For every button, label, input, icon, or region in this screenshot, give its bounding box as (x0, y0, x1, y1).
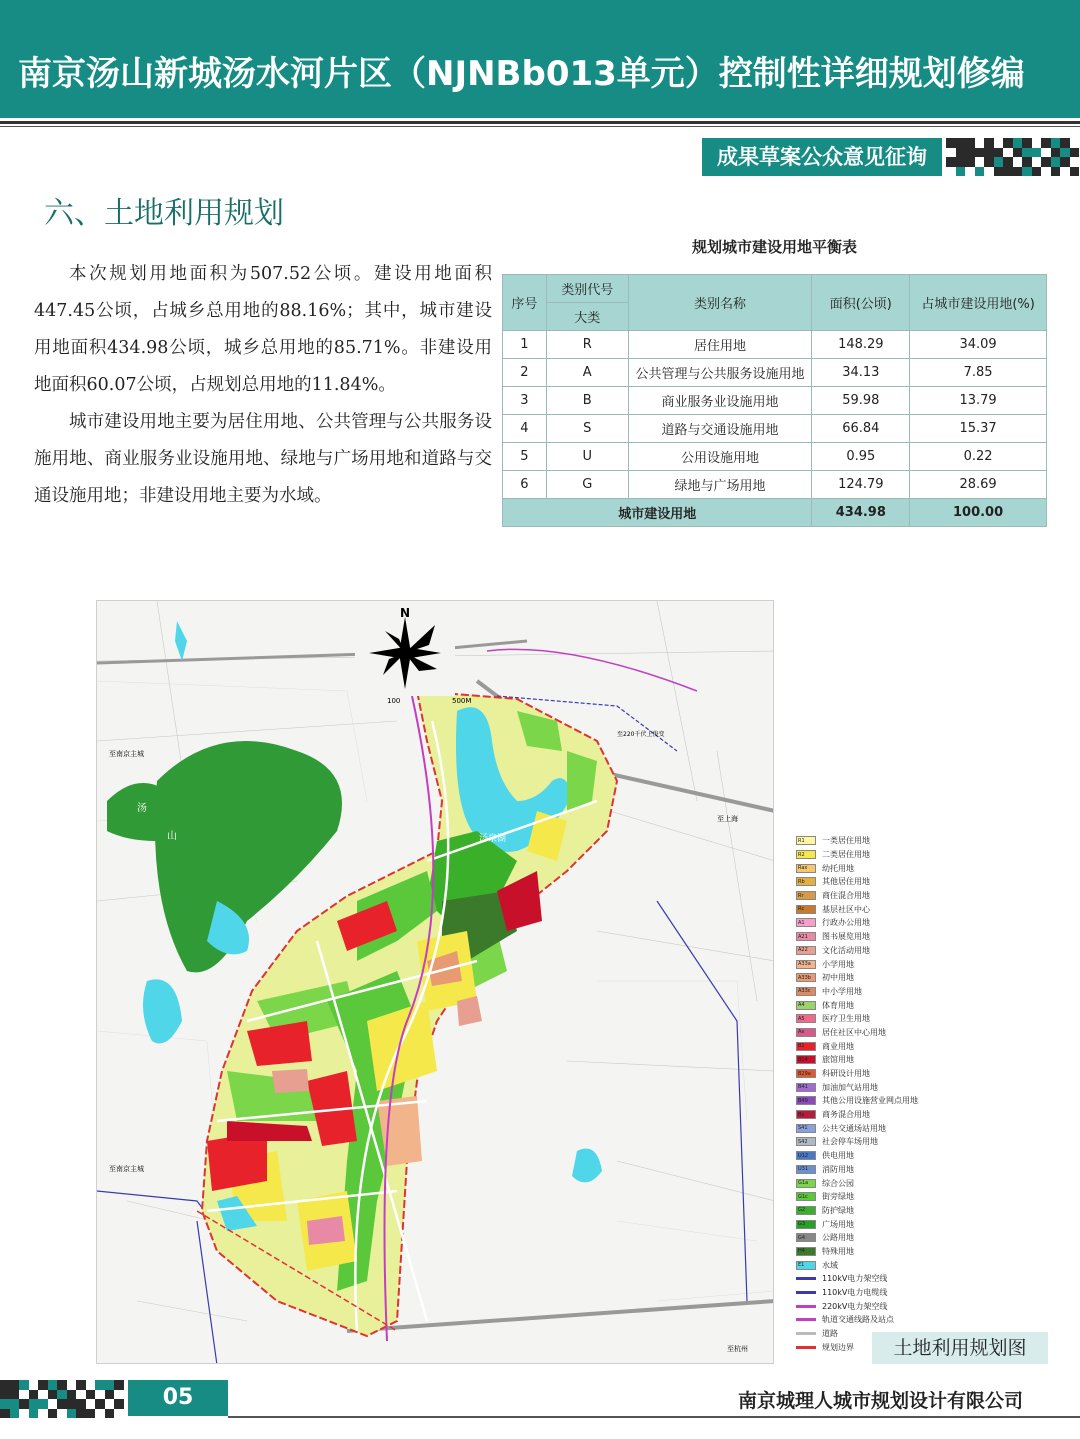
pattern-cell (1022, 157, 1032, 167)
legend-item (796, 1094, 1076, 1108)
pattern-cell (67, 1409, 77, 1419)
legend-label: 防护绿地 (822, 1205, 854, 1215)
place-label: 至南京主城 (109, 750, 144, 758)
table-row (503, 359, 1047, 387)
pattern-cell (1060, 138, 1070, 148)
cell-no: 3 (503, 387, 547, 415)
page-number: 05 (128, 1380, 228, 1416)
pattern-cell (956, 157, 966, 167)
legend-item (796, 902, 1076, 916)
legend-label: 公共交通场站用地 (822, 1123, 886, 1133)
legend-swatch (796, 1291, 816, 1294)
pattern-cell (984, 167, 994, 177)
legend-label: 商住混合用地 (822, 891, 870, 901)
pattern-cell (86, 1380, 96, 1390)
legend-label: 二类居住用地 (822, 850, 870, 860)
pattern-cell (95, 1399, 105, 1409)
company-name: 南京城理人城市规划设计有限公司 (738, 1390, 1024, 1412)
pattern-cell (1032, 157, 1042, 167)
cell-code: G (546, 471, 628, 499)
legend-swatch (796, 1346, 816, 1349)
cell-percent: 28.69 (910, 471, 1047, 499)
legend-label: 中小学用地 (822, 986, 862, 996)
pattern-cell (975, 138, 985, 148)
pattern-cell (1041, 157, 1051, 167)
legend-item (796, 1258, 1076, 1272)
pattern-cell (105, 1409, 115, 1419)
map-title-label: 土地利用规划图 (872, 1332, 1048, 1364)
legend-item (796, 889, 1076, 903)
decorative-pattern-top (946, 138, 1079, 176)
pattern-cell (1051, 138, 1061, 148)
legend-label: 道路 (822, 1329, 838, 1339)
legend-label: 其他公用设施营业网点用地 (822, 1096, 918, 1106)
pattern-cell (86, 1409, 96, 1419)
pattern-cell (1032, 167, 1042, 177)
pattern-cell (29, 1380, 39, 1390)
pattern-cell (67, 1380, 77, 1390)
legend-swatch (796, 1332, 816, 1335)
cell-percent: 15.37 (910, 415, 1047, 443)
pattern-cell (1003, 157, 1013, 167)
legend-label: 公路用地 (822, 1233, 854, 1243)
pattern-cell (1022, 167, 1032, 177)
pattern-cell (984, 157, 994, 167)
legend-label: 特殊用地 (822, 1246, 854, 1256)
total-name: 城市建设用地 (503, 499, 812, 527)
cell-no: 4 (503, 415, 547, 443)
cell-name: 公用设施用地 (628, 443, 812, 471)
footer-rule (228, 1416, 1080, 1418)
pattern-cell (19, 1409, 29, 1419)
cell-name: 商业服务业设施用地 (628, 387, 812, 415)
legend-label: 初中用地 (822, 973, 854, 983)
legend-swatch (796, 1318, 816, 1321)
pattern-cell (76, 1409, 86, 1419)
legend-swatch (796, 1305, 816, 1308)
pattern-cell (984, 148, 994, 158)
pattern-cell (1041, 138, 1051, 148)
legend-item (796, 916, 1076, 930)
legend-item (796, 1012, 1076, 1026)
pattern-cell (38, 1409, 48, 1419)
cell-no: 5 (503, 443, 547, 471)
pattern-cell (956, 138, 966, 148)
body-text (34, 256, 492, 515)
pattern-cell (1032, 148, 1042, 158)
pattern-cell (1013, 157, 1023, 167)
cell-no: 6 (503, 471, 547, 499)
pattern-cell (946, 157, 956, 167)
pattern-cell (38, 1390, 48, 1400)
pattern-cell (57, 1399, 67, 1409)
pattern-cell (1060, 157, 1070, 167)
pattern-cell (1003, 167, 1013, 177)
consultation-badge: 成果草案公众意见征询 (702, 138, 942, 176)
pattern-cell (946, 167, 956, 177)
legend-item (796, 1313, 1076, 1327)
pattern-cell (105, 1399, 115, 1409)
legend-item (796, 1286, 1076, 1300)
pattern-cell (38, 1399, 48, 1409)
legend-label: 一类居住用地 (822, 836, 870, 846)
pattern-cell (946, 138, 956, 148)
legend-label: 旅馆用地 (822, 1055, 854, 1065)
legend-item (796, 1176, 1076, 1190)
section-title: 六、土地利用规划 (44, 196, 284, 231)
pattern-cell (994, 167, 1004, 177)
cell-area: 59.98 (812, 387, 910, 415)
pattern-cell (76, 1390, 86, 1400)
pattern-cell (0, 1380, 10, 1390)
legend-label: 行政办公用地 (822, 918, 870, 928)
legend-item (796, 861, 1076, 875)
north-label: N (399, 606, 411, 620)
pattern-cell (95, 1409, 105, 1419)
legend-label: 110kV电力电缆线 (822, 1288, 888, 1298)
total-area: 434.98 (812, 499, 910, 527)
scale-start: 100 (387, 697, 401, 705)
pattern-cell (1003, 138, 1013, 148)
table-row (503, 387, 1047, 415)
lake-label: 汤泉湖 (479, 834, 507, 844)
place-label: 至杭州 (727, 1345, 748, 1353)
pattern-cell (0, 1390, 10, 1400)
pattern-cell (0, 1409, 10, 1419)
header-code-group: 类别代号 (546, 275, 628, 303)
pattern-cell (975, 167, 985, 177)
legend-label: 规划边界 (822, 1342, 854, 1352)
pattern-cell (114, 1390, 124, 1400)
legend-item (796, 1204, 1076, 1218)
pattern-cell (1070, 167, 1080, 177)
pattern-cell (114, 1399, 124, 1409)
legend-item (796, 1245, 1076, 1259)
legend-label: 其他居住用地 (822, 877, 870, 887)
scale-end: 500M (452, 697, 472, 705)
table-row (503, 443, 1047, 471)
legend-label: 供电用地 (822, 1151, 854, 1161)
legend-item (796, 1108, 1076, 1122)
cell-no: 1 (503, 331, 547, 359)
pattern-cell (95, 1390, 105, 1400)
pattern-cell (984, 138, 994, 148)
pattern-cell (975, 148, 985, 158)
legend-label: 220kV电力架空线 (822, 1301, 888, 1311)
pattern-cell (29, 1390, 39, 1400)
legend-item (796, 944, 1076, 958)
legend-label: 水域 (822, 1260, 838, 1270)
mountain-label-a: 汤 (137, 803, 147, 814)
pattern-cell (67, 1390, 77, 1400)
cell-name: 道路与交通设施用地 (628, 415, 812, 443)
legend-label: 基层社区中心 (822, 904, 870, 914)
pattern-cell (10, 1399, 20, 1409)
cell-area: 66.84 (812, 415, 910, 443)
cell-percent: 0.22 (910, 443, 1047, 471)
pattern-cell (48, 1380, 58, 1390)
pattern-cell (67, 1399, 77, 1409)
table-caption: 规划城市建设用地平衡表 (691, 238, 857, 256)
cell-percent: 13.79 (910, 387, 1047, 415)
legend-item (796, 998, 1076, 1012)
header-name: 类别名称 (628, 275, 812, 331)
place-label: 至上海 (717, 815, 738, 823)
pattern-cell (994, 138, 1004, 148)
legend-label: 广场用地 (822, 1219, 854, 1229)
total-percent: 100.00 (910, 499, 1047, 527)
pattern-cell (10, 1409, 20, 1419)
legend-item (796, 1190, 1076, 1204)
cell-area: 0.95 (812, 443, 910, 471)
legend-label: 幼托用地 (822, 863, 854, 873)
header-area: 面积(公顷) (812, 275, 910, 331)
legend-item (796, 848, 1076, 862)
legend-label: 医疗卫生用地 (822, 1014, 870, 1024)
pattern-cell (57, 1409, 67, 1419)
legend-item (796, 1053, 1076, 1067)
map-legend (796, 834, 1076, 1354)
cell-code: A (546, 359, 628, 387)
legend-label: 街旁绿地 (822, 1192, 854, 1202)
pattern-cell (38, 1380, 48, 1390)
pattern-cell (1041, 148, 1051, 158)
legend-label: 商业用地 (822, 1041, 854, 1051)
mountain-label-b: 山 (167, 831, 177, 842)
place-label: 至南京主城 (109, 1165, 144, 1173)
legend-label: 图书展览用地 (822, 932, 870, 942)
pattern-cell (19, 1399, 29, 1409)
table-row (503, 415, 1047, 443)
pattern-cell (1070, 157, 1080, 167)
legend-item (796, 834, 1076, 848)
header-rule-thin (0, 126, 1080, 127)
legend-label: 体育用地 (822, 1000, 854, 1010)
pattern-cell (29, 1399, 39, 1409)
pattern-cell (965, 167, 975, 177)
pattern-cell (57, 1390, 67, 1400)
cell-code: U (546, 443, 628, 471)
legend-item (796, 1163, 1076, 1177)
legend-label: 小学用地 (822, 959, 854, 969)
cell-name: 绿地与广场用地 (628, 471, 812, 499)
pattern-cell (0, 1399, 10, 1409)
pattern-cell (946, 148, 956, 158)
cell-area: 148.29 (812, 331, 910, 359)
pattern-cell (1013, 148, 1023, 158)
pattern-cell (86, 1390, 96, 1400)
table-row (503, 471, 1047, 499)
pattern-cell (19, 1390, 29, 1400)
pattern-cell (1022, 148, 1032, 158)
cell-name: 居住用地 (628, 331, 812, 359)
header-band (0, 0, 1080, 118)
paragraph-land-area: 本次规划用地面积为507.52公顷。建设用地面积447.45公顷，占城乡总用地的88.16%；其中，城市建设用地面积434.98公顷，城乡总用地的85.71%。非建设用地面积60.07公顷，占规划总用地的11.84%。 (34, 264, 492, 395)
header-percent: 占城市建设用地(%) (910, 275, 1047, 331)
legend-label: 110kV电力架空线 (822, 1274, 888, 1284)
legend-item (796, 1299, 1076, 1313)
land-use-map (96, 600, 774, 1364)
legend-item (796, 1149, 1076, 1163)
pattern-cell (10, 1380, 20, 1390)
legend-label: 文化活动用地 (822, 945, 870, 955)
pattern-cell (965, 157, 975, 167)
header-rule (0, 121, 1080, 124)
cell-percent: 7.85 (910, 359, 1047, 387)
pattern-cell (48, 1390, 58, 1400)
cell-name: 公共管理与公共服务设施用地 (628, 359, 812, 387)
legend-item (796, 971, 1076, 985)
pattern-cell (994, 148, 1004, 158)
legend-item (796, 1217, 1076, 1231)
cell-percent: 34.09 (910, 331, 1047, 359)
pattern-cell (48, 1409, 58, 1419)
pattern-cell (994, 157, 1004, 167)
legend-item (796, 1121, 1076, 1135)
pattern-cell (1051, 167, 1061, 177)
legend-item (796, 1231, 1076, 1245)
pattern-cell (956, 148, 966, 158)
pattern-cell (114, 1409, 124, 1419)
pattern-cell (76, 1380, 86, 1390)
legend-swatch (796, 1277, 816, 1280)
table-row (503, 331, 1047, 359)
legend-label: 商务混合用地 (822, 1110, 870, 1120)
cell-code: S (546, 415, 628, 443)
legend-item (796, 1272, 1076, 1286)
land-use-map-drawing (97, 601, 774, 1364)
cell-no: 2 (503, 359, 547, 387)
pattern-cell (1060, 167, 1070, 177)
cell-area: 124.79 (812, 471, 910, 499)
legend-item (796, 1026, 1076, 1040)
pattern-cell (86, 1399, 96, 1409)
header-no: 序号 (503, 275, 547, 331)
pattern-cell (1041, 167, 1051, 177)
pattern-cell (1013, 167, 1023, 177)
cell-code: R (546, 331, 628, 359)
pattern-cell (57, 1380, 67, 1390)
decorative-pattern-bottom (0, 1380, 124, 1418)
pattern-cell (956, 167, 966, 177)
legend-item (796, 1067, 1076, 1081)
pattern-cell (29, 1409, 39, 1419)
legend-label: 加油加气站用地 (822, 1082, 878, 1092)
cell-code: B (546, 387, 628, 415)
pattern-cell (76, 1399, 86, 1409)
pattern-cell (48, 1399, 58, 1409)
land-balance-table (502, 274, 1047, 527)
legend-item (796, 1135, 1076, 1149)
legend-item (796, 985, 1076, 999)
pattern-cell (1032, 138, 1042, 148)
place-label: 至220千伏上俊变 (617, 731, 665, 738)
pattern-cell (105, 1390, 115, 1400)
pattern-cell (105, 1380, 115, 1390)
legend-label: 消防用地 (822, 1164, 854, 1174)
legend-label: 轨道交通线路及站点 (822, 1315, 894, 1325)
pattern-cell (1070, 138, 1080, 148)
pattern-cell (1003, 148, 1013, 158)
legend-item (796, 1039, 1076, 1053)
table-total-row (503, 499, 1047, 527)
pattern-cell (1013, 138, 1023, 148)
pattern-cell (965, 148, 975, 158)
legend-label: 科研设计用地 (822, 1069, 870, 1079)
pattern-cell (1051, 148, 1061, 158)
legend-item (796, 1080, 1076, 1094)
pattern-cell (1051, 157, 1061, 167)
pattern-cell (965, 138, 975, 148)
pattern-cell (114, 1380, 124, 1390)
paragraph-land-use: 城市建设用地主要为居住用地、公共管理与公共服务设施用地、商业服务业设施用地、绿地与广场用地和道路与交通设施用地；非建设用地主要为水域。 (34, 412, 492, 506)
pattern-cell (1022, 138, 1032, 148)
header-code-sub: 大类 (546, 303, 628, 331)
legend-item (796, 875, 1076, 889)
pattern-cell (1070, 148, 1080, 158)
legend-label: 社会停车场用地 (822, 1137, 878, 1147)
legend-item (796, 930, 1076, 944)
pattern-cell (95, 1380, 105, 1390)
legend-item (796, 957, 1076, 971)
pattern-cell (19, 1380, 29, 1390)
legend-label: 居住社区中心用地 (822, 1027, 886, 1037)
cell-area: 34.13 (812, 359, 910, 387)
page-title: 南京汤山新城汤水河片区（NJNBb013单元）控制性详细规划修编 (18, 54, 1025, 94)
pattern-cell (1060, 148, 1070, 158)
legend-label: 综合公园 (822, 1178, 854, 1188)
pattern-cell (10, 1390, 20, 1400)
pattern-cell (975, 157, 985, 167)
